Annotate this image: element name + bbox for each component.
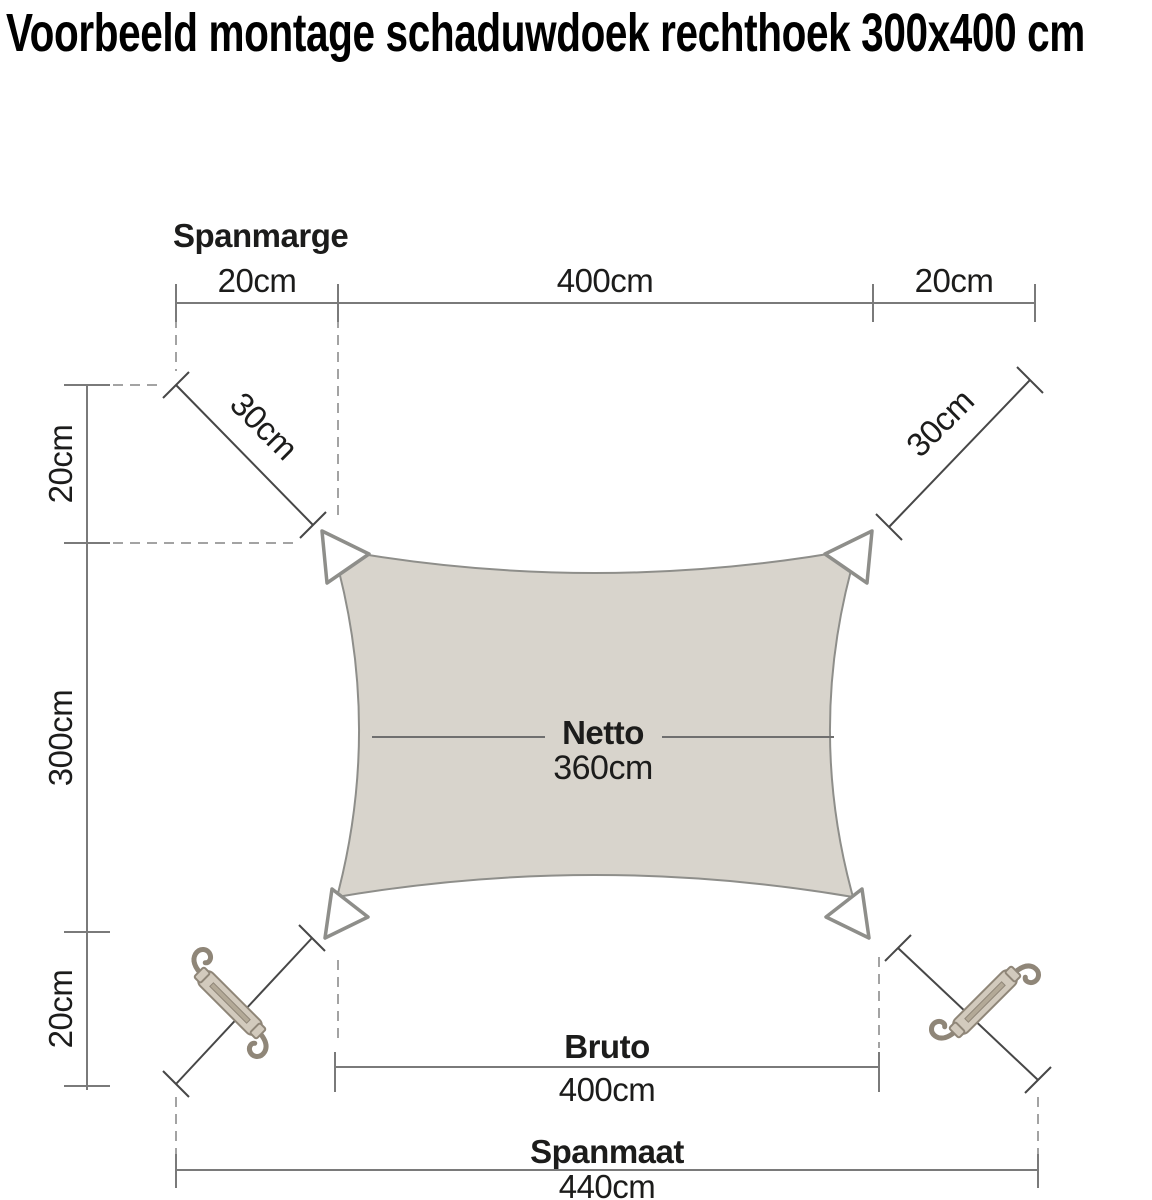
turnbuckle-icon: [173, 946, 286, 1059]
top-right-margin-value: 20cm: [914, 262, 994, 299]
bruto-value: 400cm: [558, 1071, 656, 1108]
bruto-label: Bruto: [564, 1028, 650, 1065]
spanmaat-value: 440cm: [558, 1168, 656, 1200]
top-left-margin-value: 20cm: [217, 262, 297, 299]
spanmarge-label: Spanmarge: [173, 217, 349, 254]
bruto-dimension: [335, 1028, 879, 1108]
turnbuckle-icon: [928, 945, 1041, 1058]
left-bottom-margin-value: 20cm: [42, 969, 79, 1049]
left-top-margin-value: 20cm: [42, 424, 79, 504]
spanmaat-label: Spanmaat: [530, 1133, 684, 1170]
netto-value: 360cm: [553, 749, 653, 787]
left-height-value: 300cm: [42, 689, 79, 787]
top-left-offset-value: 30cm: [223, 384, 306, 467]
spanmaat-dimension: [176, 1133, 1038, 1200]
netto-label: Netto: [562, 714, 644, 751]
page-title: Voorbeeld montage schaduwdoek rechthoek 300x400 cm: [6, 3, 1085, 63]
top-right-diagonal: [876, 367, 1043, 540]
top-right-offset-value: 30cm: [898, 381, 981, 464]
top-left-diagonal: [163, 372, 326, 538]
top-width-value: 400cm: [556, 262, 654, 299]
top-dimension: [173, 217, 1035, 322]
left-dimension: [42, 385, 110, 1090]
